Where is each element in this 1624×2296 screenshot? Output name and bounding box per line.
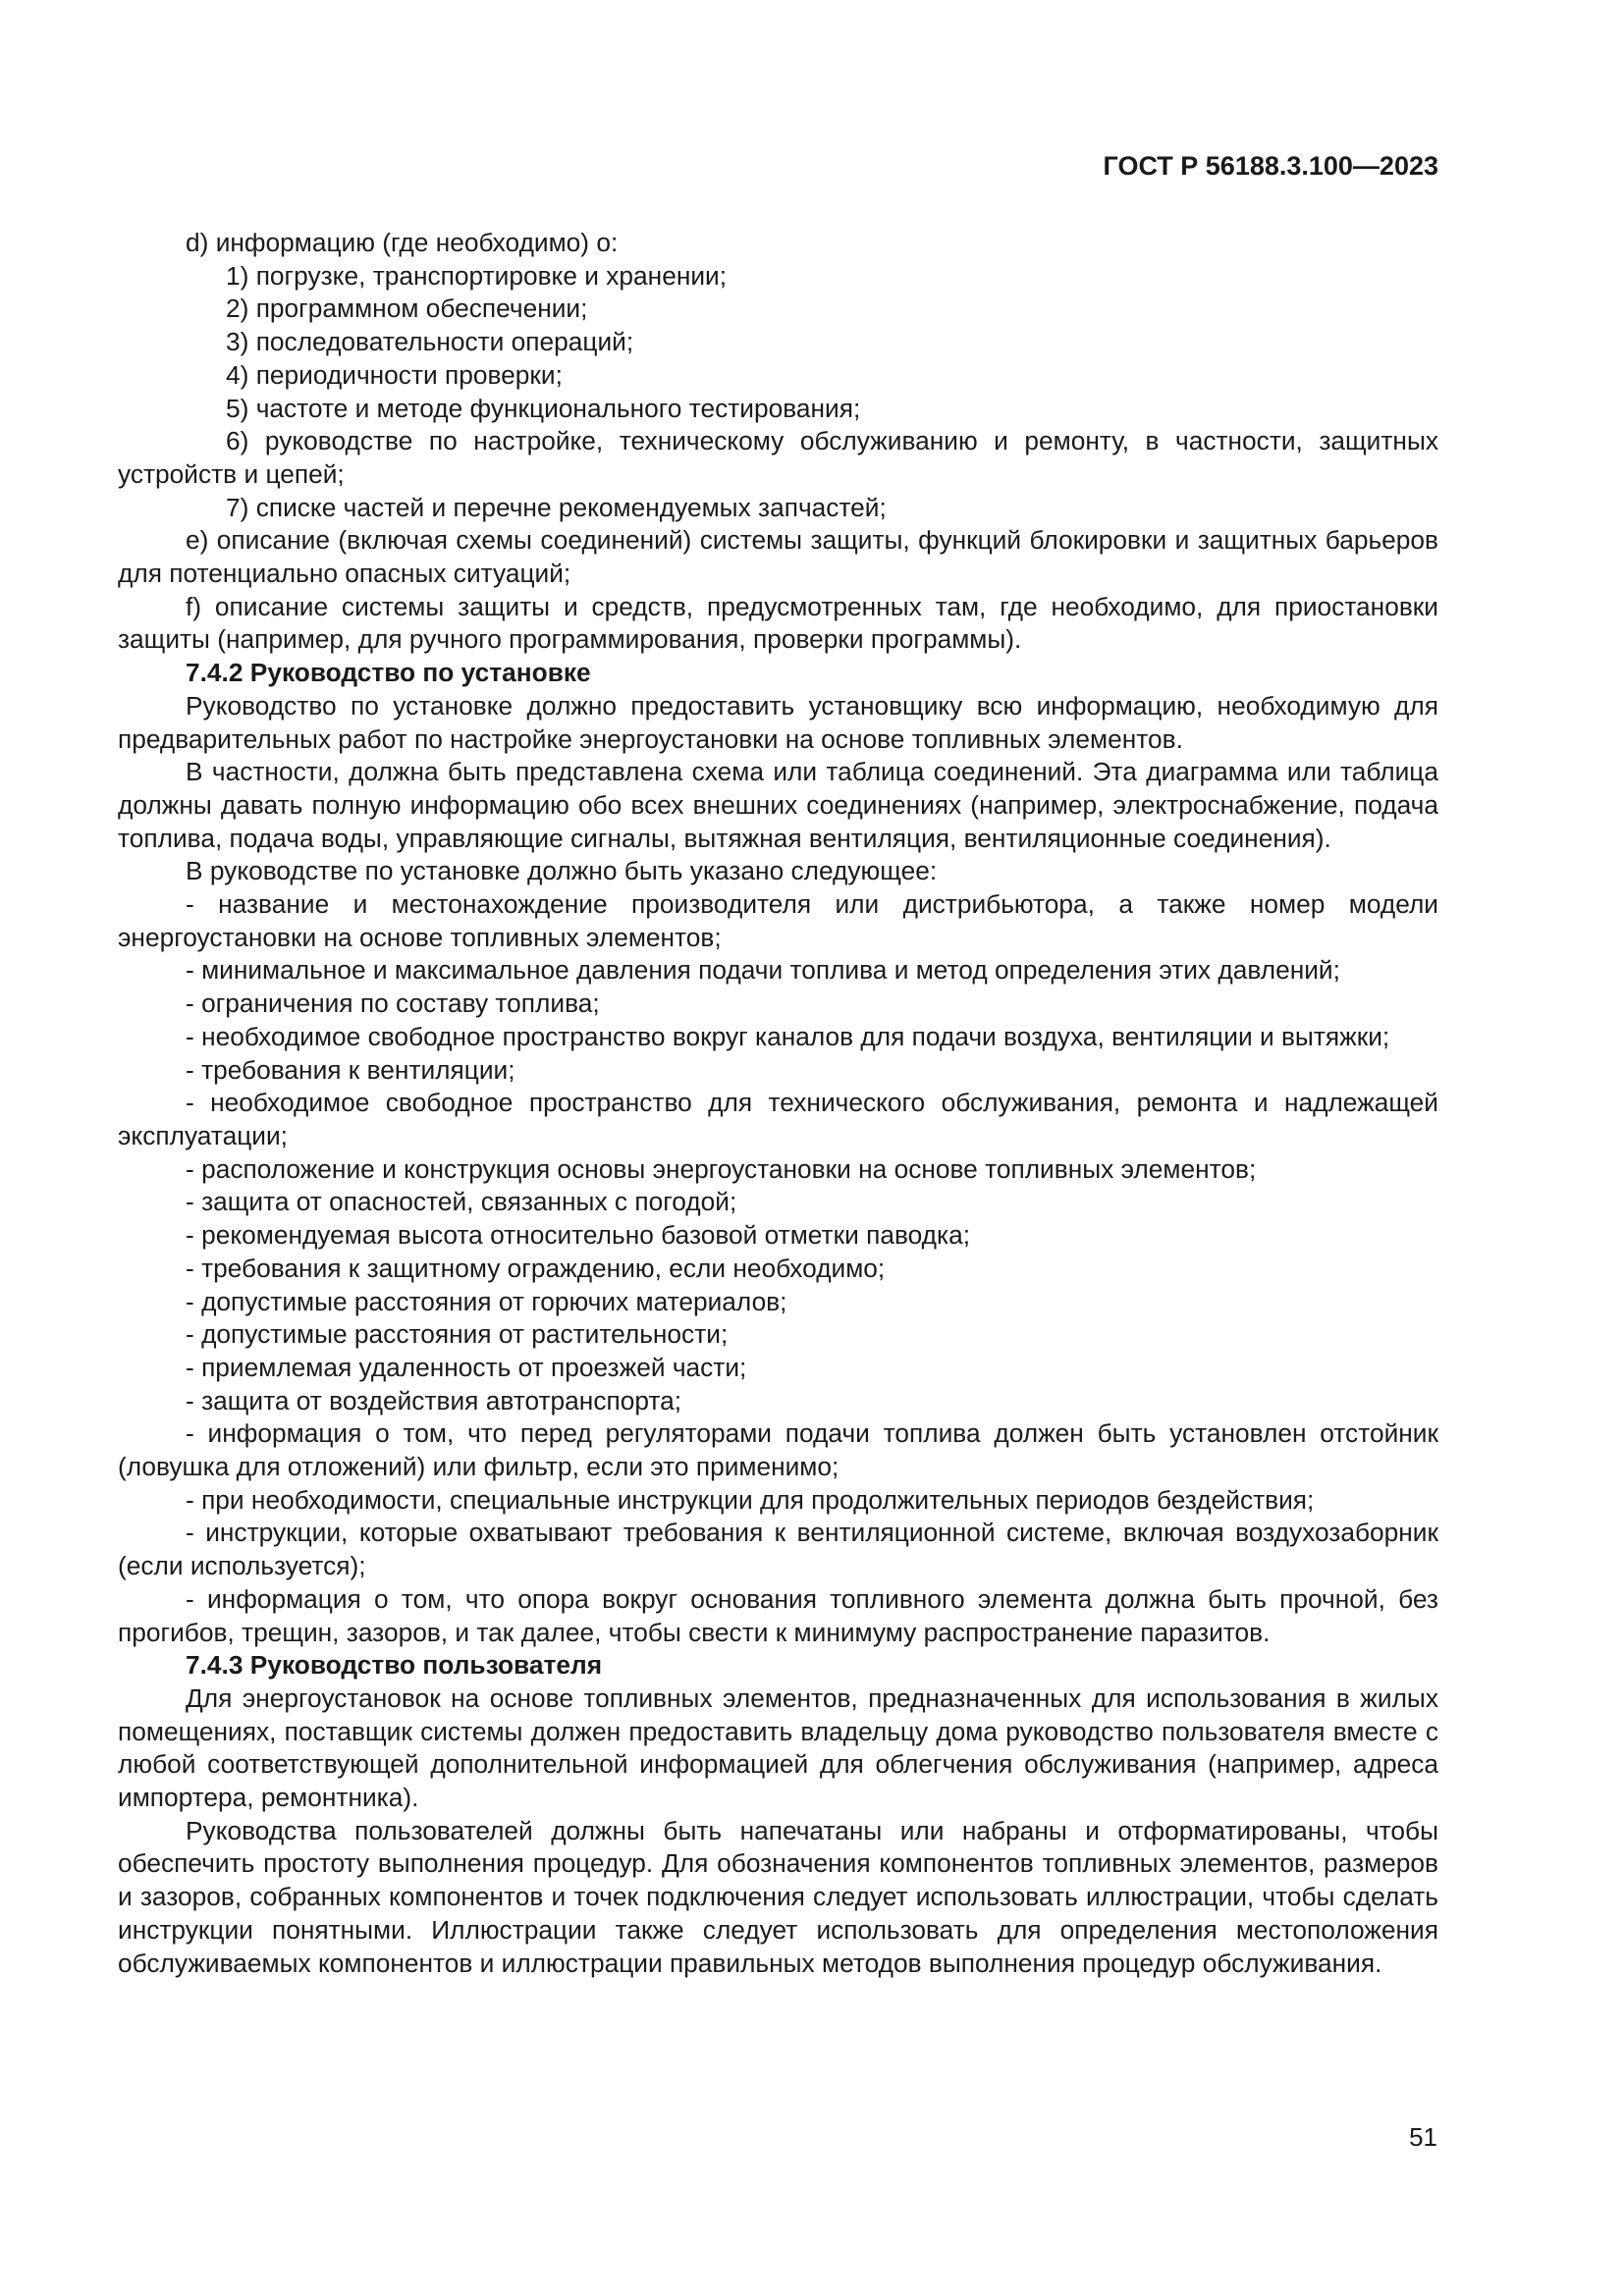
- item-d-2: 2) программном обеспечении;: [226, 294, 588, 324]
- list-item: - название и местонахождение производителя или дистрибьютора, а также номер модели энергоустановки на основе топливных элементов;: [118, 889, 1438, 952]
- list-item: - ограничения по составу топлива;: [186, 988, 600, 1019]
- item-d-6: 6) руководстве по настройке, техническому обслуживанию и ремонту, в частности, защитных устройств и цепей;: [118, 426, 1438, 489]
- list-item: - приемлемая удаленность от проезжей части;: [186, 1352, 747, 1382]
- paragraph: Руководства пользователей должны быть напечатаны или набраны и отформатированы, чтобы обеспечить простоту выполнения процедур. Для обозначения компонентов топливных элементов, размеров и зазоров, собранных компонентов и точек подключения следует использовать иллюстрации, чтобы сделать инструкции понятными. Иллюстрации также следует использовать для определения местоположения обслуживаемых компонентов и иллюстрации правильных методов выполнения процедур обслуживания.: [118, 1815, 1438, 1978]
- list-item: - допустимые расстояния от растительности;: [186, 1319, 729, 1350]
- item-d-1: 1) погрузке, транспортировке и хранении;: [226, 260, 728, 291]
- item-d-4: 4) периодичности проверки;: [226, 359, 563, 390]
- list-item: - необходимое свободное пространство для технического обслуживания, ремонта и надлежащей эксплуатации;: [118, 1088, 1438, 1150]
- list-item: - защита от опасностей, связанных с погодой;: [186, 1187, 737, 1217]
- list-item: - расположение и конструкция основы энергоустановки на основе топливных элементов;: [186, 1153, 1257, 1184]
- list-item: - при необходимости, специальные инструкции для продолжительных периодов бездействия;: [186, 1484, 1315, 1515]
- list-item: - минимальное и максимальное давления подачи топлива и метод определения этих давлений;: [186, 955, 1340, 986]
- paragraph: В руководстве по установке должно быть указано следующее:: [186, 856, 938, 886]
- list-item: - инструкции, которые охватывают требования к вентиляционной системе, включая воздухозаборник (если используется);: [118, 1518, 1438, 1581]
- item-d-7: 7) списке частей и перечне рекомендуемых запчастей;: [226, 492, 887, 522]
- heading-7-4-2: 7.4.2 Руководство по установке: [186, 658, 591, 688]
- list-item: - необходимое свободное пространство вокруг каналов для подачи воздуха, вентиляции и вытяжки;: [186, 1021, 1390, 1051]
- document-body: [118, 227, 1438, 1980]
- heading-7-4-3: 7.4.3 Руководство пользователя: [186, 1650, 603, 1681]
- item-d-5: 5) частоте и методе функционального тестирования;: [226, 393, 861, 423]
- item-d-intro: d) информацию (где необходимо) о:: [186, 228, 619, 257]
- list-item: - защита от воздействия автотранспорта;: [186, 1385, 682, 1415]
- item-f: f) описание системы защиты и средств, предусмотренных там, где необходимо, для приостановки защиты (например, для ручного программирования, проверки программы).: [118, 591, 1438, 655]
- page-number: 51: [1409, 2122, 1437, 2152]
- list-item: - допустимые расстояния от горючих материалов;: [186, 1286, 787, 1316]
- paragraph: В частности, должна быть представлена схема или таблица соединений. Эта диаграмма или таблица должны давать полную информацию обо всех внешних соединениях (например, электроснабжение, подача топлива, подача воды, управляющие сигналы, вытяжная вентиляция, вентиляционные соединения).: [118, 757, 1438, 853]
- paragraph: Для энергоустановок на основе топливных элементов, предназначенных для использования в жилых помещениях, поставщик системы должен предоставить владельцу дома руководство пользователя вместе с любой соответствующей дополнительной информацией для облегчения обслуживания (например, адреса импортера, ремонтника).: [118, 1682, 1438, 1813]
- item-e: е) описание (включая схемы соединений) системы защиты, функций блокировки и защитных барьеров для потенциально опасных ситуаций;: [118, 525, 1438, 589]
- item-d-3: 3) последовательности операций;: [226, 327, 634, 357]
- list-item: - требования к вентиляции;: [186, 1054, 515, 1085]
- list-item: - требования к защитному ограждению, если необходимо;: [186, 1253, 886, 1283]
- paragraph: Руководство по установке должно предоставить установщику всю информацию, необходимую для предварительных работ по настройке энергоустановки на основе топливных элементов.: [118, 690, 1438, 754]
- list-item: - информация о том, что перед регуляторами подачи топлива должен быть установлен отстойник (ловушка для отложений) или фильтр, если это применимо;: [118, 1418, 1438, 1482]
- document-header: ГОСТ Р 56188.3.100—2023: [1103, 151, 1438, 181]
- list-item: - рекомендуемая высота относительно базовой отметки паводка;: [186, 1220, 971, 1251]
- list-item: - информация о том, что опора вокруг основания топливного элемента должна быть прочной, без прогибов, трещин, зазоров, и так далее, чтобы свести к минимуму распространение паразитов.: [118, 1583, 1438, 1647]
